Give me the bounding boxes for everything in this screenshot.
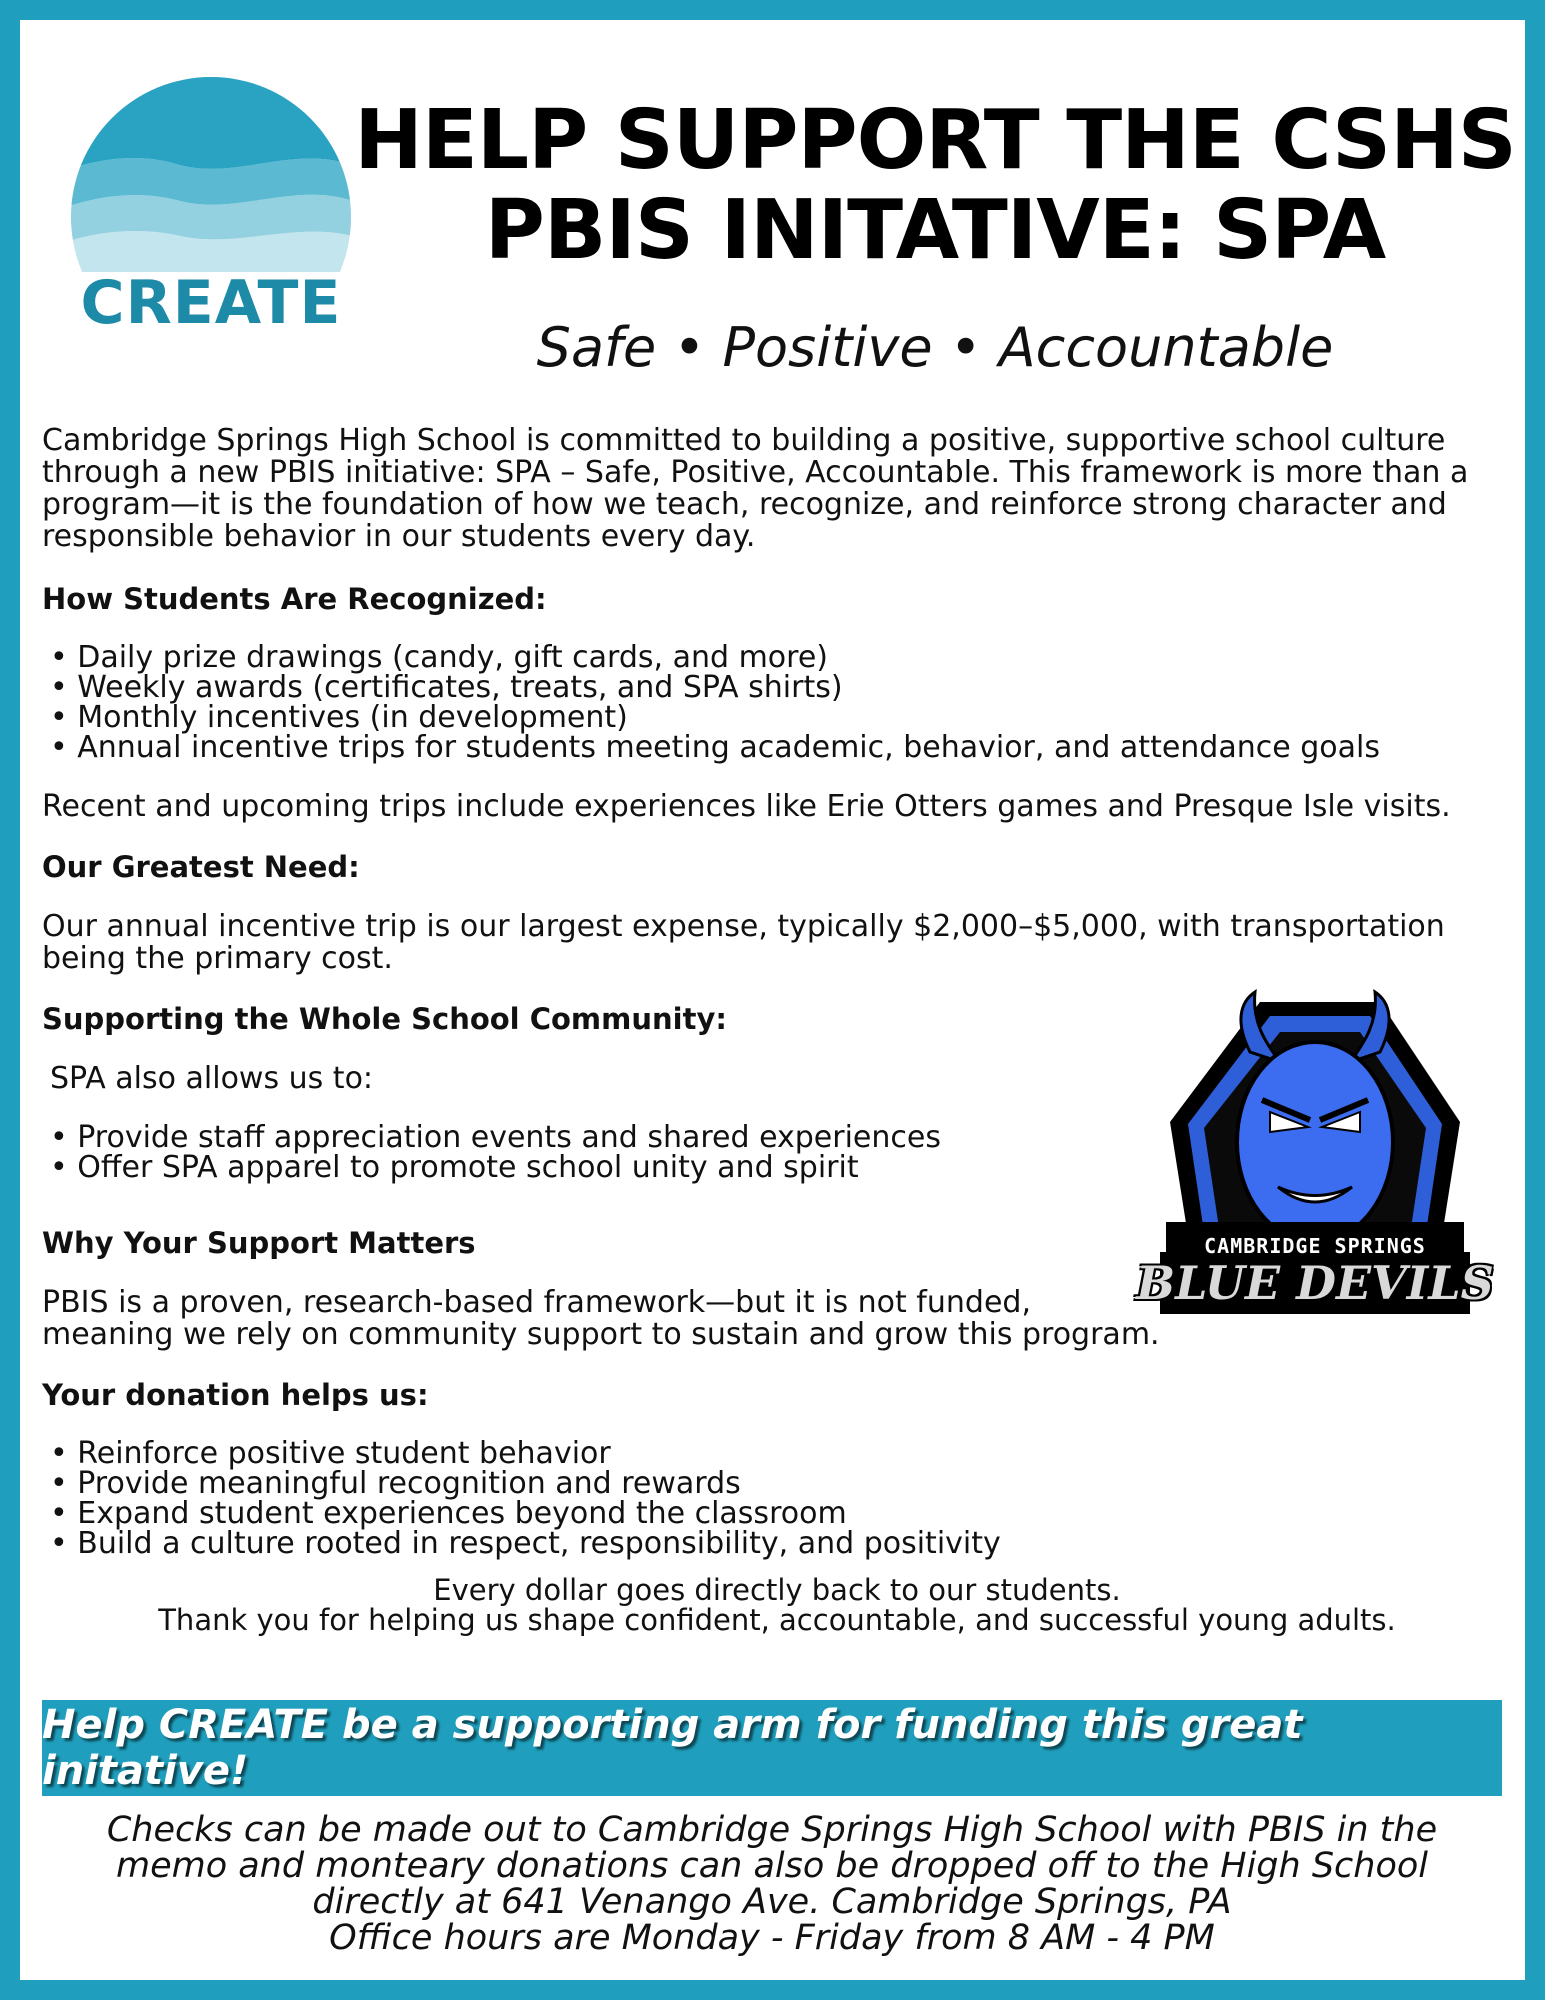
create-logo — [66, 72, 356, 352]
mascot-main-text: BLUE DEVILS — [1136, 1256, 1494, 1310]
matters-line-1: PBIS is a proven, research-based framework—but it is not funded, — [42, 1285, 1031, 1320]
community-lead: SPA also allows us to: — [50, 1061, 374, 1096]
flyer-page — [20, 20, 1525, 1980]
list-item: • Daily prize drawings (candy, gift cards, and more) — [50, 643, 1512, 673]
list-item: • Build a culture rooted in respect, responsibility, and positivity — [50, 1529, 1512, 1559]
matters-line-2: meaning we rely on community support to sustain and grow this program. — [42, 1317, 1160, 1352]
donation-list — [42, 1436, 1512, 1561]
logo-text: CREATE — [80, 268, 342, 338]
list-item: • Provide meaningful recognition and rewards — [50, 1469, 1512, 1499]
list-item: • Provide staff appreciation events and shared experiences — [50, 1123, 1512, 1153]
thanks-line-2: Thank you for helping us shape confident, accountable, and successful young adults. — [158, 1603, 1396, 1637]
thanks-line-1: Every dollar goes directly back to our students. — [433, 1573, 1121, 1607]
cta-banner — [42, 1700, 1502, 1796]
intro-paragraph: Cambridge Springs High School is committed to building a positive, supportive school culture through a new PBIS initiative: SPA – Safe, Positive, Accountable. This framework is more than a program—it is the foundation of how we teach, recognize, and reinforce strong character and responsible behavior in our students every day. — [42, 423, 1469, 554]
list-item: • Weekly awards (certificates, treats, and SPA shirts) — [50, 673, 1512, 703]
waves-circle-icon — [66, 72, 356, 272]
need-paragraph: Our annual incentive trip is our largest expense, typically $2,000–$5,000, with transportation being the primary cost. — [42, 909, 1445, 976]
blue-devils-logo — [1130, 982, 1500, 1352]
list-item: • Expand student experiences beyond the classroom — [50, 1499, 1512, 1529]
footer-line-4: Office hours are Monday - Friday from 8 AM - 4 PM — [329, 1918, 1215, 1958]
page-title — [350, 93, 1520, 278]
footer-line-2: memo and monteary donations can also be dropped off to the High School — [115, 1846, 1429, 1886]
matters-heading: Why Your Support Matters — [42, 1226, 476, 1260]
community-heading: Supporting the Whole School Community: — [42, 1002, 727, 1036]
title-line-2: PBIS INITATIVE: SPA — [484, 183, 1386, 278]
recognized-heading: How Students Are Recognized: — [42, 582, 547, 616]
footer-line-3: directly at 641 Venango Ave. Cambridge Springs, PA — [312, 1882, 1232, 1922]
list-item: • Annual incentive trips for students meeting academic, behavior, and attendance goals — [50, 733, 1512, 763]
footer-instructions — [42, 1812, 1502, 1956]
trips-paragraph: Recent and upcoming trips include experiences like Erie Otters games and Presque Isle visits. — [42, 789, 1451, 824]
tagline: Safe • Positive • Accountable — [536, 316, 1334, 379]
list-item: • Offer SPA apparel to promote school unity and spirit — [50, 1153, 1512, 1183]
footer-line-1: Checks can be made out to Cambridge Springs High School with PBIS in the — [106, 1810, 1438, 1850]
recognized-list — [42, 640, 1512, 765]
need-heading: Our Greatest Need: — [42, 850, 360, 884]
cta-banner-text: Help CREATE be a supporting arm for funding this great initative! — [42, 1702, 1303, 1794]
title-line-1: HELP SUPPORT THE CSHS — [354, 93, 1516, 188]
list-item: • Monthly incentives (in development) — [50, 703, 1512, 733]
mascot-top-text: CAMBRIDGE SPRINGS — [1204, 1234, 1426, 1258]
list-item: • Reinforce positive student behavior — [50, 1439, 1512, 1469]
donation-heading: Your donation helps us: — [42, 1378, 429, 1412]
